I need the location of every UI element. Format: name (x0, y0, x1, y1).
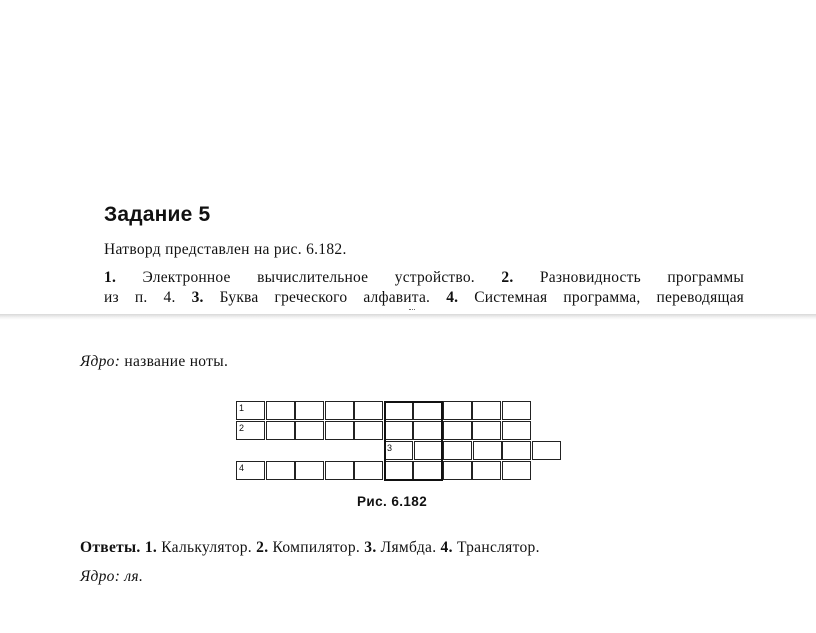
answer-2-number: 2. (256, 539, 269, 556)
crossword-cell (384, 421, 413, 440)
crossword-cell (325, 401, 354, 420)
crossword-cell (236, 421, 265, 440)
answer-4-number: 4. (440, 539, 453, 556)
page-break-mark (409, 309, 415, 313)
crossword-row-number: 4 (239, 463, 245, 473)
answers-line (80, 539, 540, 557)
crossword-cell (266, 421, 295, 440)
crossword-row-number: 1 (239, 403, 245, 413)
crossword-cell (443, 441, 472, 460)
clue-1-number: 1. (104, 269, 117, 286)
crossword-row-number: 2 (239, 423, 245, 433)
core-text: название ноты. (120, 353, 229, 370)
clue-2-text: Разновидность программы (513, 269, 744, 286)
crossword-cell (295, 461, 324, 480)
crossword-cell (502, 461, 531, 480)
answer-2-text: Компилятор. (268, 539, 365, 556)
page-break-divider (0, 314, 816, 320)
core-answer (80, 568, 143, 586)
crossword-cell (502, 401, 531, 420)
clues-line-2 (104, 288, 744, 308)
answer-4-text: Транслятор. (452, 539, 540, 556)
core-label: Ядро: (80, 353, 121, 370)
crossword-cell (236, 461, 265, 480)
figure-caption: Рис. 6.182 (357, 494, 428, 509)
crossword-cell (384, 441, 413, 460)
crossword-cell (443, 401, 472, 420)
answers-label: Ответы. (80, 539, 141, 556)
core-answer-value: ля. (120, 568, 144, 585)
crossword-cell (532, 441, 561, 460)
task-intro: Натворд представлен на рис. 6.182. (104, 241, 347, 258)
clue-4-text: Системная программа, переводящая (458, 289, 744, 306)
clue-4-number: 4. (446, 289, 459, 306)
clue-2-number: 2. (501, 269, 514, 286)
core-answer-label: Ядро: (80, 568, 121, 585)
crossword-cell (472, 421, 501, 440)
crossword-cell (413, 401, 442, 420)
crossword-cell (295, 421, 324, 440)
crossword-cell (443, 421, 472, 440)
answer-1-text: Калькулятор. (157, 539, 257, 556)
crossword-cell (266, 401, 295, 420)
crossword-cell (472, 401, 501, 420)
crossword-cell (384, 401, 413, 420)
answer-3-text: Лямбда. (376, 539, 441, 556)
crossword-cell (354, 461, 383, 480)
crossword-cell (354, 401, 383, 420)
crossword-cell (384, 461, 413, 480)
crossword-cell (266, 461, 295, 480)
answer-1-number: 1. (144, 539, 158, 556)
clue-1-text: Электронное вычислительное устройство. (116, 269, 502, 286)
clues-line-1 (104, 268, 744, 288)
crossword-cell (472, 461, 501, 480)
crossword-cell (473, 441, 502, 460)
crossword-cell (413, 421, 442, 440)
crossword-cell (414, 441, 443, 460)
crossword-cell (443, 461, 472, 480)
core-hint (80, 353, 228, 371)
clue-3-number: 3. (191, 289, 204, 306)
crossword-row-number: 3 (387, 443, 393, 453)
crossword-cell (325, 421, 354, 440)
answer-3-number: 3. (364, 539, 377, 556)
crossword-cell (413, 461, 442, 480)
clue-2-continued: из п. 4. (104, 289, 192, 306)
crossword-cell (295, 401, 324, 420)
crossword-cell (236, 401, 265, 420)
crossword-cell (502, 441, 531, 460)
task-heading: Задание 5 (104, 203, 211, 226)
crossword-cell (502, 421, 531, 440)
crossword-cell (354, 421, 383, 440)
clue-3-text: Буква греческого алфавита. (203, 289, 447, 306)
crossword-cell (325, 461, 354, 480)
upper-page (0, 0, 816, 316)
